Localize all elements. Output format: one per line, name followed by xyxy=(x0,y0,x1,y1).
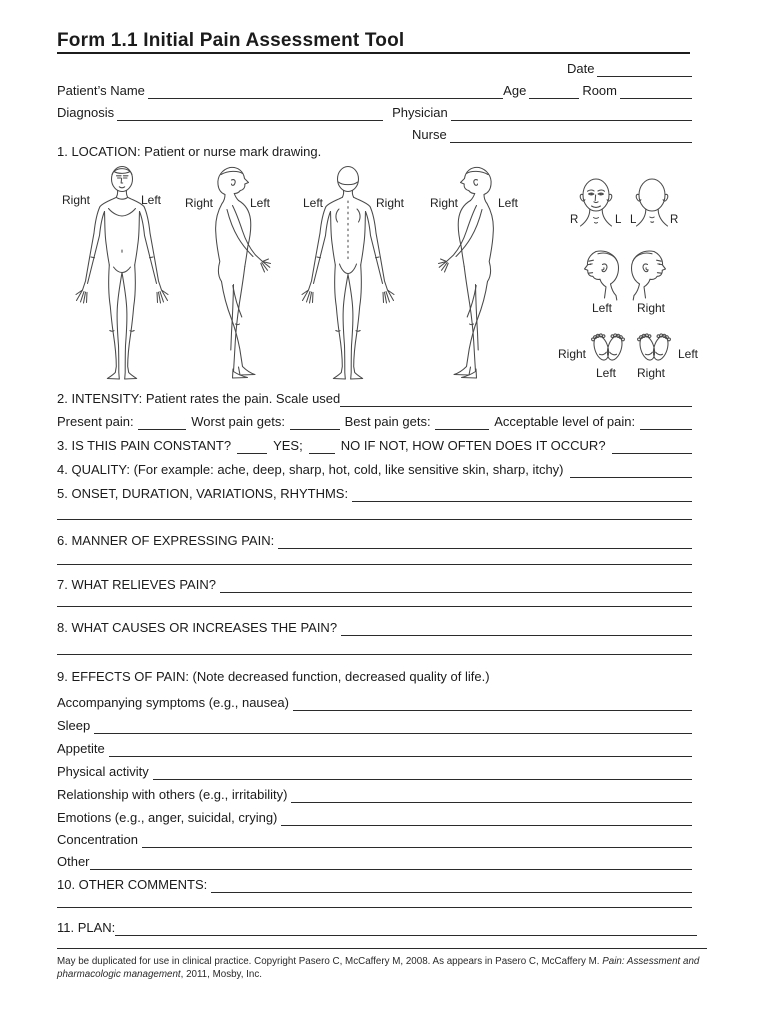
head-profile-left-label: Left xyxy=(592,301,613,315)
no-label: NO IF NOT, HOW OFTEN DOES IT OCCUR? xyxy=(340,438,606,453)
footer-text-before: May be duplicated for use in clinical practice. Copyright Pasero C, McCaffery M, 2008. As appears in Pasero C, McCaffery M. xyxy=(57,956,603,967)
back-figure-right-label: Right xyxy=(376,196,405,210)
yes-label: YES; xyxy=(273,438,303,453)
body-side-left-figure[interactable] xyxy=(185,164,289,382)
effects-item-row xyxy=(57,853,692,870)
scale-used-field[interactable] xyxy=(340,391,692,407)
relationship-field[interactable] xyxy=(291,787,692,803)
head-front-right-label: R xyxy=(570,214,579,226)
body-side-right-figure[interactable] xyxy=(420,164,524,382)
appetite-label: Appetite xyxy=(57,741,105,756)
comments-field[interactable] xyxy=(211,877,692,893)
head-back-left-label: L xyxy=(630,214,637,226)
nurse-field[interactable] xyxy=(450,127,692,143)
sideleft-figure-right-label: Left xyxy=(250,196,271,210)
sleep-field[interactable] xyxy=(94,718,692,734)
footer-copyright xyxy=(57,956,709,981)
intensity-section-label: 2. INTENSITY: Patient rates the pain. Scale used xyxy=(57,391,341,406)
room-label: Room xyxy=(582,83,617,98)
date-row xyxy=(567,60,692,77)
intensity-section-row xyxy=(57,390,692,407)
patient-name-label: Patient’s Name xyxy=(57,83,145,98)
physician-label: Physician xyxy=(392,105,448,120)
comments-section-label: 10. OTHER COMMENTS: xyxy=(57,877,208,892)
effects-item-row xyxy=(57,831,692,848)
relationship-label: Relationship with others (e.g., irritability) xyxy=(57,787,288,802)
concentration-field[interactable] xyxy=(142,832,692,848)
expressing-section-label: 6. MANNER OF EXPRESSING PAIN: xyxy=(57,533,275,548)
causes-extra-line[interactable] xyxy=(57,639,692,655)
expressing-extra-line[interactable] xyxy=(57,549,692,565)
onset-section-row xyxy=(57,485,692,502)
front-figure-left-label: Right xyxy=(62,193,91,207)
constant-section-row xyxy=(57,437,692,454)
quality-section-row xyxy=(57,461,692,478)
how-often-field[interactable] xyxy=(612,438,692,454)
patient-name-field[interactable] xyxy=(148,83,503,99)
causes-field[interactable] xyxy=(341,620,692,636)
onset-field[interactable] xyxy=(352,486,692,502)
accompanying-symptoms-field[interactable] xyxy=(293,695,692,711)
feet-pair-two-bottom-label: Right xyxy=(637,366,666,380)
emotions-field[interactable] xyxy=(281,810,692,826)
effects-item-row xyxy=(57,763,692,780)
feet-pair-one-side-label: Right xyxy=(557,347,586,361)
comments-extra-line[interactable] xyxy=(57,892,692,908)
patient-row xyxy=(57,82,692,99)
head-back-right-label: R xyxy=(670,214,679,226)
onset-extra-line[interactable] xyxy=(57,504,692,520)
constant-section-label: 3. IS THIS PAIN CONSTANT? xyxy=(57,438,232,453)
relieves-extra-line[interactable] xyxy=(57,591,692,607)
effects-item-row xyxy=(57,809,692,826)
nurse-label: Nurse xyxy=(412,127,447,142)
causes-section-row xyxy=(57,619,692,636)
body-front-figure[interactable] xyxy=(74,164,170,382)
head-front-drawing[interactable] xyxy=(573,176,622,232)
pain-ratings-row xyxy=(57,413,692,430)
title-underline xyxy=(57,52,690,54)
effects-section-label-row xyxy=(57,668,490,685)
sleep-label: Sleep xyxy=(57,718,91,733)
quality-section-label: 4. QUALITY: (For example: ache, deep, sharp, hot, cold, like sensitive skin, sharp, itchy) xyxy=(57,462,564,477)
age-field[interactable] xyxy=(529,83,579,99)
location-section-label: 1. LOCATION: Patient or nurse mark drawing. xyxy=(57,144,322,159)
footer-book-title: Pain: Assessment and pharmacologic management xyxy=(57,956,700,980)
room-field[interactable] xyxy=(620,83,692,99)
front-figure-right-label: Left xyxy=(141,193,162,207)
other-field[interactable] xyxy=(90,854,692,870)
date-field[interactable] xyxy=(597,61,692,77)
best-pain-label: Best pain gets: xyxy=(344,414,431,429)
expressing-field[interactable] xyxy=(278,533,692,549)
plan-section-label: 11. PLAN: xyxy=(57,920,116,935)
effects-item-row xyxy=(57,694,692,711)
plan-extra-line[interactable] xyxy=(57,933,707,949)
relieves-section-label: 7. WHAT RELIEVES PAIN? xyxy=(57,577,216,592)
best-pain-field[interactable] xyxy=(435,414,489,430)
acceptable-pain-label: Acceptable level of pain: xyxy=(494,414,636,429)
diagnosis-row xyxy=(57,104,692,121)
expressing-section-row xyxy=(57,532,692,549)
diagnosis-label: Diagnosis xyxy=(57,105,115,120)
acceptable-pain-field[interactable] xyxy=(640,414,692,430)
feet-pair-two-drawing[interactable] xyxy=(634,326,674,366)
onset-section-label: 5. ONSET, DURATION, VARIATIONS, RHYTHMS: xyxy=(57,486,349,501)
form-title: Form 1.1 Initial Pain Assessment Tool xyxy=(57,30,405,51)
causes-section-label: 8. WHAT CAUSES OR INCREASES THE PAIN? xyxy=(57,620,338,635)
physician-field[interactable] xyxy=(451,105,692,121)
present-pain-field[interactable] xyxy=(138,414,186,430)
head-profile-left-drawing[interactable] xyxy=(578,248,624,304)
age-label: Age xyxy=(503,83,527,98)
feet-pair-one-drawing[interactable] xyxy=(588,326,628,366)
physical-activity-label: Physical activity xyxy=(57,764,149,779)
constant-yes-field[interactable] xyxy=(237,438,267,454)
back-figure-left-label: Left xyxy=(303,196,324,210)
worst-pain-field[interactable] xyxy=(290,414,340,430)
effects-item-row xyxy=(57,717,692,734)
sideright-figure-right-label: Left xyxy=(498,196,519,210)
feet-pair-one-bottom-label: Left xyxy=(596,366,617,380)
body-back-figure[interactable] xyxy=(300,164,396,382)
present-pain-label: Present pain: xyxy=(57,414,134,429)
physical-activity-field[interactable] xyxy=(153,764,692,780)
sideleft-figure-left-label: Right xyxy=(185,196,214,210)
emotions-label: Emotions (e.g., anger, suicidal, crying) xyxy=(57,810,278,825)
effects-item-row xyxy=(57,740,692,757)
appetite-field[interactable] xyxy=(109,741,692,757)
effects-item-row xyxy=(57,786,692,803)
feet-pair-two-side-label: Left xyxy=(678,347,699,361)
footer-text-after: , 2011, Mosby, Inc. xyxy=(180,968,262,980)
head-profile-right-drawing[interactable] xyxy=(626,248,672,304)
nurse-row xyxy=(412,126,692,143)
head-front-left-label: L xyxy=(615,214,622,226)
diagnosis-field[interactable] xyxy=(117,105,383,121)
other-label: Other xyxy=(57,854,90,869)
concentration-label: Concentration xyxy=(57,832,138,847)
effects-section-label: 9. EFFECTS OF PAIN: (Note decreased function, decreased quality of life.) xyxy=(57,669,490,684)
quality-field[interactable] xyxy=(570,462,692,478)
comments-section-row xyxy=(57,876,692,893)
constant-no-field[interactable] xyxy=(309,438,335,454)
accompanying-symptoms-label: Accompanying symptoms (e.g., nausea) xyxy=(57,695,289,710)
date-label: Date xyxy=(567,61,595,76)
head-profile-right-label: Right xyxy=(637,301,666,315)
worst-pain-label: Worst pain gets: xyxy=(191,414,285,429)
sideright-figure-left-label: Right xyxy=(430,196,459,210)
